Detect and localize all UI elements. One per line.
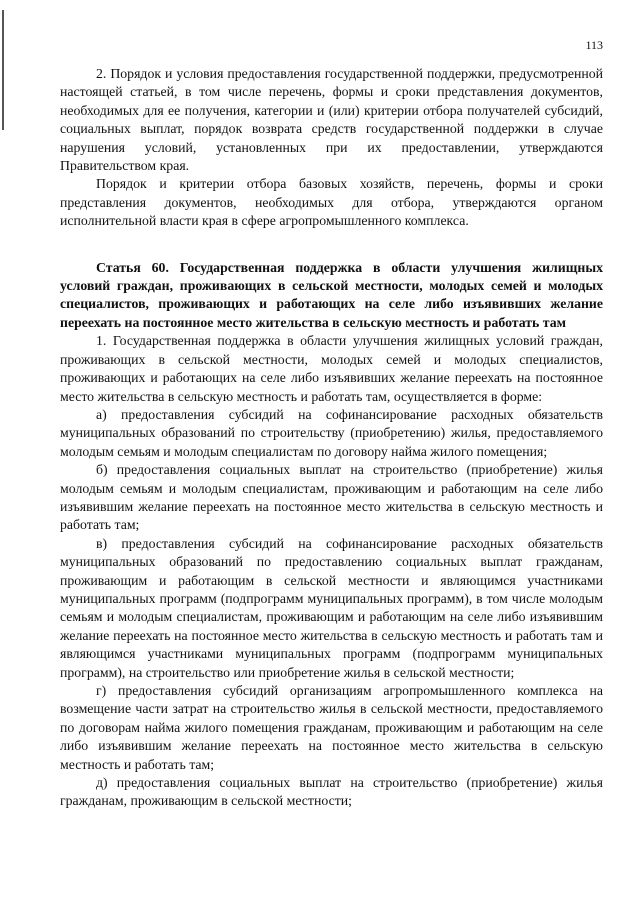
list-item-d: д) предоставления социальных выплат на строительство (приобретение) жилья гражданам, проживающим в сельской местности; [60, 775, 603, 809]
list-item-g: г) предоставления субсидий организациям агропромышленного комплекса на возмещение части затрат на строительство жилья в сельской местности, предоставляемого по договорам найма жилого помещения гражданам, проживающим и работающим на селе либо изъявившим желание переехать на постоянное место жительства в сельскую местность и работать там; [60, 683, 603, 772]
list-item-v: в) предоставления субсидий на софинансирование расходных обязательств муниципальных образований по предоставлению социальных выплат гражданам, проживающим и работающим в сельской местности и являющимся участниками муниципальных программ (подпрограмм муниципальных программ), в том числе молодым семьям и молодым специалистам, проживающим и работающим на селе либо изъявившим желание переехать на постоянное место жительства в сельскую местность и работать там и являющимся участниками муниципальных программ (подпрограмм муниципальных программ), на строительство или приобретение жилья в сельской местности; [60, 535, 603, 680]
list-item-a: а) предоставления субсидий на софинансирование расходных обязательств муниципальных образований по строительству (приобретению) жилья, предоставляемого молодым семьям и молодым специалистам по договору найма жилого помещения; [60, 406, 603, 459]
paragraph-base-farms: Порядок и критерии отбора базовых хозяйств, перечень, формы и сроки представления документов, необходимых для отбора, утверждаются органом исполнительной власти края в сфере агропромышленного комплекса. [60, 176, 603, 229]
paragraph-2-procedure: 2. Порядок и условия предоставления государственной поддержки, предусмотренной настоящей статьей, в том числе перечень, формы и сроки представления документов, необходимых для ее получения, категории и (или) критерии отбора получателей субсидий, социальных выплат, порядок возврата средств государственной поддержки в случае нарушения условий, установленных при их предоставлении, утверждаются Правительством края. [60, 66, 603, 174]
paragraph-1-support-forms: 1. Государственная поддержка в области улучшения жилищных условий граждан, проживающих в сельской местности, молодых семей и молодых специалистов, проживающих и работающих на селе либо изъявивших желание переехать на постоянное место жительства в сельскую местность и работать там, осуществляется в форме: [60, 333, 603, 404]
page-number: 113 [585, 38, 603, 52]
scan-edge-mark [2, 10, 4, 130]
list-item-b: б) предоставления социальных выплат на строительство (приобретение) жилья молодым семьям и молодым специалистам, проживающим и работающим на селе либо изъявившим желание переехать на постоянное место жительства в сельскую местность и работать там; [60, 462, 603, 533]
document-body [60, 65, 603, 811]
article-60-heading: Статья 60. Государственная поддержка в области улучшения жилищных условий граждан, проживающих в сельской местности, молодых семей и молодых специалистов, проживающих и работающих на селе либо изъявивших желание переехать на постоянное место жительства в сельскую местность и работать там [60, 259, 603, 330]
